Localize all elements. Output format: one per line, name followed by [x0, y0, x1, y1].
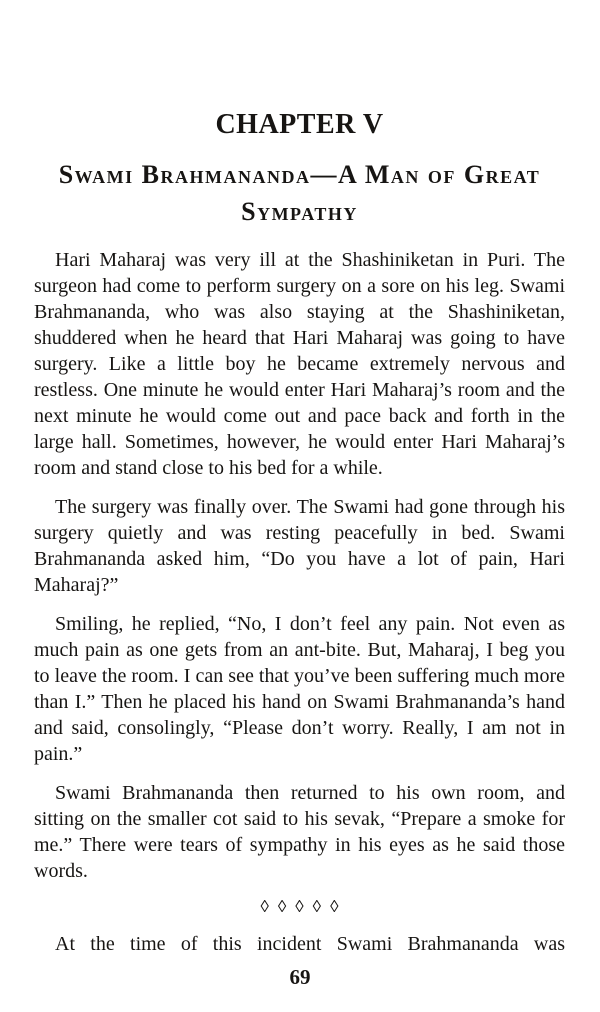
chapter-heading: CHAPTER V [215, 109, 384, 140]
paragraph-5: At the time of this incident Swami Brahmananda was [55, 933, 565, 955]
paragraph-3: Smiling, he replied, “No, I don’t feel any pain. Not even as much pain as one gets from an ant-bite. But, Maharaj, I beg you to leave the room. I can see that you’ve been suffering much more than I.” Then he placed his hand on Swami Brahmananda’s hand and said, consolingly, “Please don’t worry. Really, I am not in pain.” [34, 613, 565, 765]
paragraph-4: Swami Brahmananda then returned to his own room, and sitting on the smaller cot said to his sevak, “Prepare a smoke for me.” There were tears of sympathy in his eyes as he said those words. [34, 782, 565, 882]
paragraph-1: Hari Maharaj was very ill at the Shashiniketan in Puri. The surgeon had come to perform surgery on a sore on his leg. Swami Brahmananda, who was also staying at the Shashiniketan, shuddered when he heard that Hari Maharaj was going to have surgery. Like a little boy he became extremely nervous and restless. One minute he would enter Hari Maharaj’s room and the next minute he would come out and pace back and forth in the large hall. Sometimes, however, he would enter Hari Maharaj’s room and stand close to his bed for a while. [34, 249, 565, 479]
paragraph-2: The surgery was finally over. The Swami had gone through his surgery quietly and was resting peacefully in bed. Swami Brahmananda asked him, “Do you have a lot of pain, Hari Maharaj?” [34, 496, 565, 596]
section-divider-diamonds: ◊◊◊◊◊ [260, 897, 348, 916]
page-number: 69 [289, 965, 311, 989]
chapter-title [34, 156, 565, 230]
chapter-title-line-2: Sympathy [241, 197, 358, 226]
chapter-title-line-1: Swami Brahmananda—A Man of Great [58, 160, 541, 189]
